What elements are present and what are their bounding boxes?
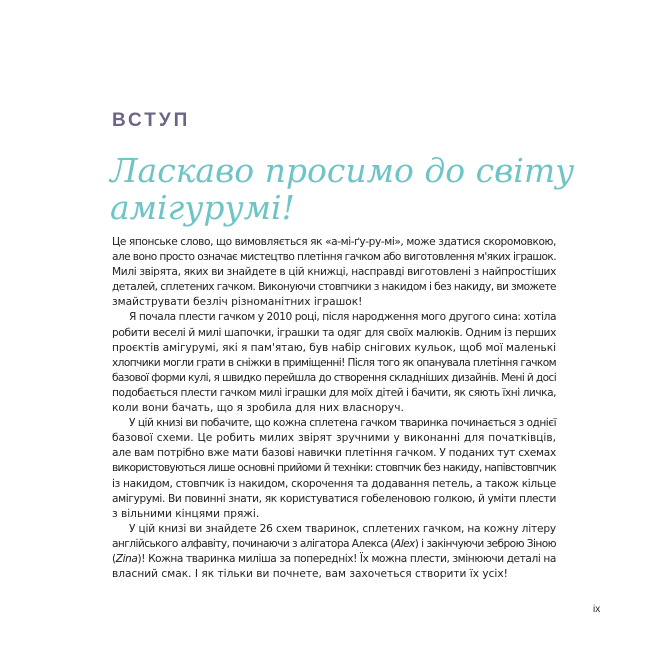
paragraph — [112, 522, 556, 582]
text-line: амігурумі. Ви повинні знати, як користуватися гобеленовою голкою, й уміти плести — [112, 492, 556, 505]
text-line: робити веселі й милі шапочки, іграшки та одяг для своїх малюків. Одним із перших — [112, 326, 557, 339]
text-line: використовуються лише основні прийоми й техніки: стовпчик без накиду, напівстовпчик — [112, 462, 556, 475]
title-line: Ласкаво просимо до світу — [110, 151, 575, 190]
text-line: проєктів амігурумі, які я пам'ятаю, був набір снігових кульок, щоб мої маленькі — [112, 341, 556, 354]
title-line: амігурумі! — [110, 188, 295, 227]
text-line: англійського алфавіту, починаючи з алігатора Алекса (Alex) і закінчуючи зеброю Зіною — [112, 537, 556, 550]
text-line: з вільними кінцями пряжі. — [112, 507, 260, 520]
paragraph — [112, 416, 556, 522]
text-line: У цій книзі ви побачите, що кожна сплетена гачком тваринка починається з однієї — [129, 417, 557, 430]
name-latin: Alex — [394, 537, 415, 550]
text-line: змайструвати безліч різноманітних іграшок! — [112, 296, 363, 309]
paragraph — [112, 235, 556, 310]
text-line: коли вони бачать, що я зробила для них власноруч. — [112, 402, 404, 415]
text-line: Милі звірята, яких ви знайдете в цій книжці, насправді виготовлені з найпростіших — [112, 266, 557, 279]
text-line: Це японське слово, що вимовляється як «а-мі-ґу-ру-мі», може здатися скоромовкою, — [112, 236, 556, 248]
text-line: (Zina)! Кожна тваринка миліша за попередніх! Їх можна плести, змінюючи деталі на — [112, 552, 556, 565]
page-title — [110, 151, 575, 227]
text-line: деталей, сплетених гачком. Виконуючи стовпчики з накидом і без накиду, ви зможете — [112, 281, 556, 294]
name-latin: Zina — [115, 552, 138, 565]
text-line: базової схеми. Це робить милих звірят зручними у виконанні для початківців, — [112, 432, 556, 445]
page-number: ix — [593, 604, 601, 615]
text-line: але воно просто означає мистецтво плетіння гачком або виготовлення м'яких іграшок. — [112, 251, 556, 264]
paragraph — [112, 310, 556, 416]
text-line: базової форми кулі, я швидко перейшла до створення складніших дизайнів. Мені й досі — [112, 371, 557, 384]
text-line: із накидом, стовпчик із накидом, скорочення та додавання петель, а також кільце — [112, 477, 556, 490]
text-line: подобається плести гачком милі іграшки для моїх дітей і бачити, як сяють їхні личка, — [112, 386, 556, 399]
text-line: У цій книзі ви знайдете 26 схем тваринок, сплетених гачком, на кожну літеру — [129, 522, 557, 535]
body-text — [112, 235, 556, 582]
text-line: але вам потрібно вже мати базові навички плетіння гачком. У поданих тут схемах — [112, 447, 557, 460]
text-line: хлопчики могли грати в сніжки в приміщенні! Після того як опанувала плетіння гачком — [112, 356, 556, 369]
text-line: власний смак. І як тільки ви почнете, вам захочеться створити їх усіх! — [112, 568, 508, 581]
section-label: ВСТУП — [112, 110, 191, 131]
text-line: Я почала плести гачком у 2010 році, після народження мого другого сина: хотіла — [129, 311, 557, 324]
